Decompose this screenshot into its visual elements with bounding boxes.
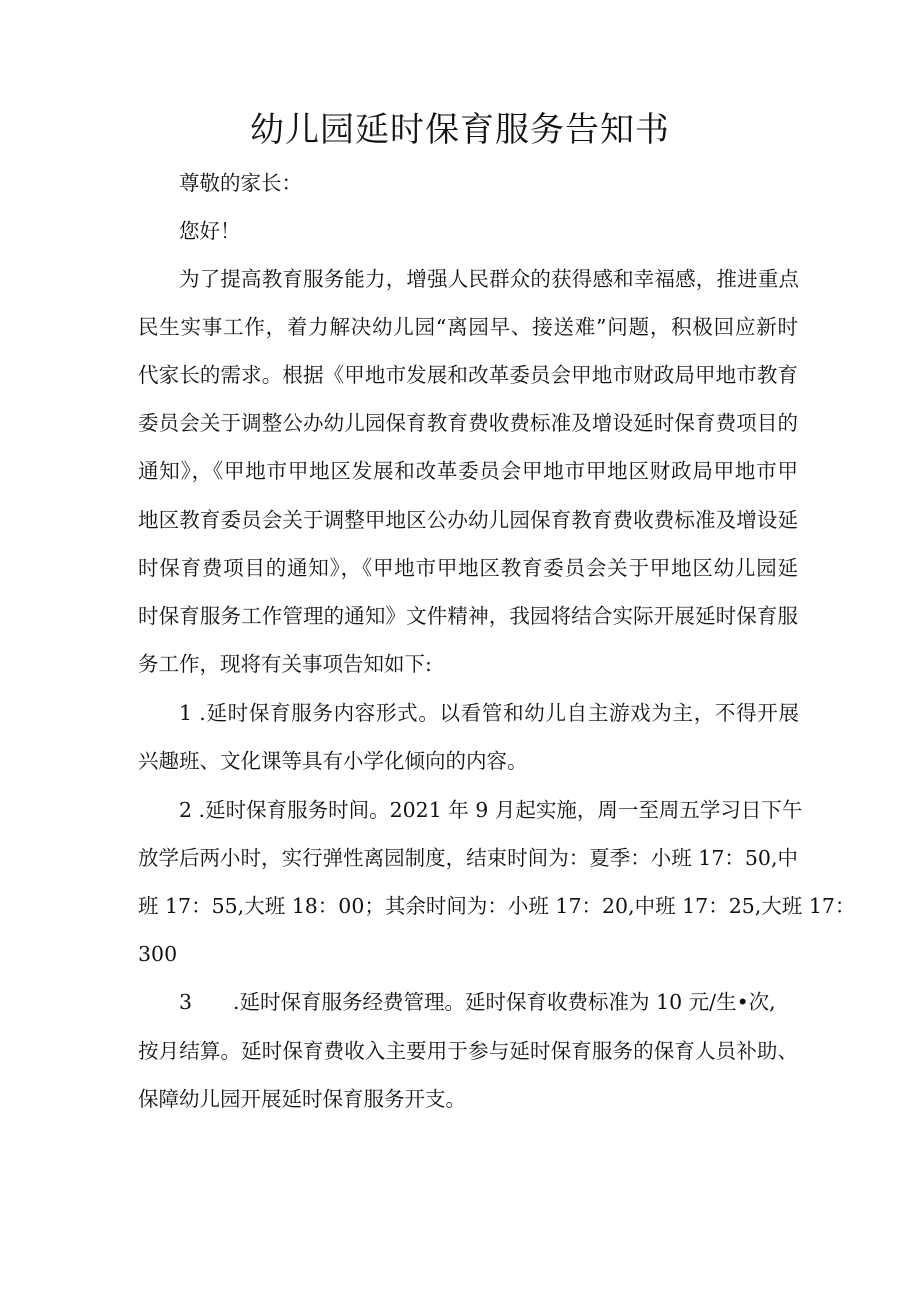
paragraph-1-line: 务工作，现将有关事项告知如下: bbox=[138, 652, 432, 676]
item-3-line: 3 .延时保育服务经费管理。延时保育收费标准为 10 元/生•次, bbox=[179, 990, 776, 1014]
paragraph-1-line: 时保育服务工作管理的通知》文件精神，我园将结合实际开展延时保育服 bbox=[138, 604, 798, 628]
item-1-line: 兴趣班、文化课等具有小学化倾向的内容。 bbox=[138, 749, 528, 773]
item-3-line: 按月结算。延时保育费收入主要用于参与延时保育服务的保育人员补助、 bbox=[138, 1039, 798, 1063]
paragraph-1-line: 代家长的需求。根据《甲地市发展和改革委员会甲地市财政局甲地市教育 bbox=[138, 363, 798, 387]
paragraph-1-line: 民生实事工作，着力解决幼儿园“离园早、接送难”问题，积极回应新时 bbox=[138, 315, 798, 339]
item-2-line: 300 bbox=[138, 942, 178, 966]
item-2-line: 放学后两小时，实行弹性离园制度，结束时间为：夏季：小班 17：50,中 bbox=[138, 846, 798, 870]
paragraph-1-line: 通知》，《甲地市甲地区发展和改革委员会甲地市甲地区财政局甲地市甲 bbox=[138, 459, 798, 483]
paragraph-1-line: 时保育费项目的通知》，《甲地市甲地区教育委员会关于甲地区幼儿园延 bbox=[138, 556, 798, 580]
paragraph-1-line: 地区教育委员会关于调整甲地区公办幼儿园保育教育费收费标准及增设延 bbox=[138, 508, 798, 532]
item-2-line: 班 17：55,大班 18：00；其余时间为：小班 17：20,中班 17：25,大班 17： bbox=[138, 894, 856, 918]
document-title: 幼儿园延时保育服务告知书 bbox=[250, 110, 670, 150]
salutation: 尊敬的家长： bbox=[179, 171, 302, 195]
greeting: 您好！ bbox=[179, 219, 241, 243]
item-2-line: 2 .延时保育服务时间。2021 年 9 月起实施，周一至周五学习日下午 bbox=[179, 798, 803, 822]
item-3-line: 保障幼儿园开展延时保育服务开支。 bbox=[138, 1087, 466, 1111]
item-1-line: 1 .延时保育服务内容形式。以看管和幼儿自主游戏为主，不得开展 bbox=[179, 701, 799, 725]
paragraph-1-line: 委员会关于调整公办幼儿园保育教育费收费标准及增设延时保育费项目的 bbox=[138, 411, 798, 435]
paragraph-1-line: 为了提高教育服务能力，增强人民群众的获得感和幸福感，推进重点 bbox=[179, 267, 799, 291]
